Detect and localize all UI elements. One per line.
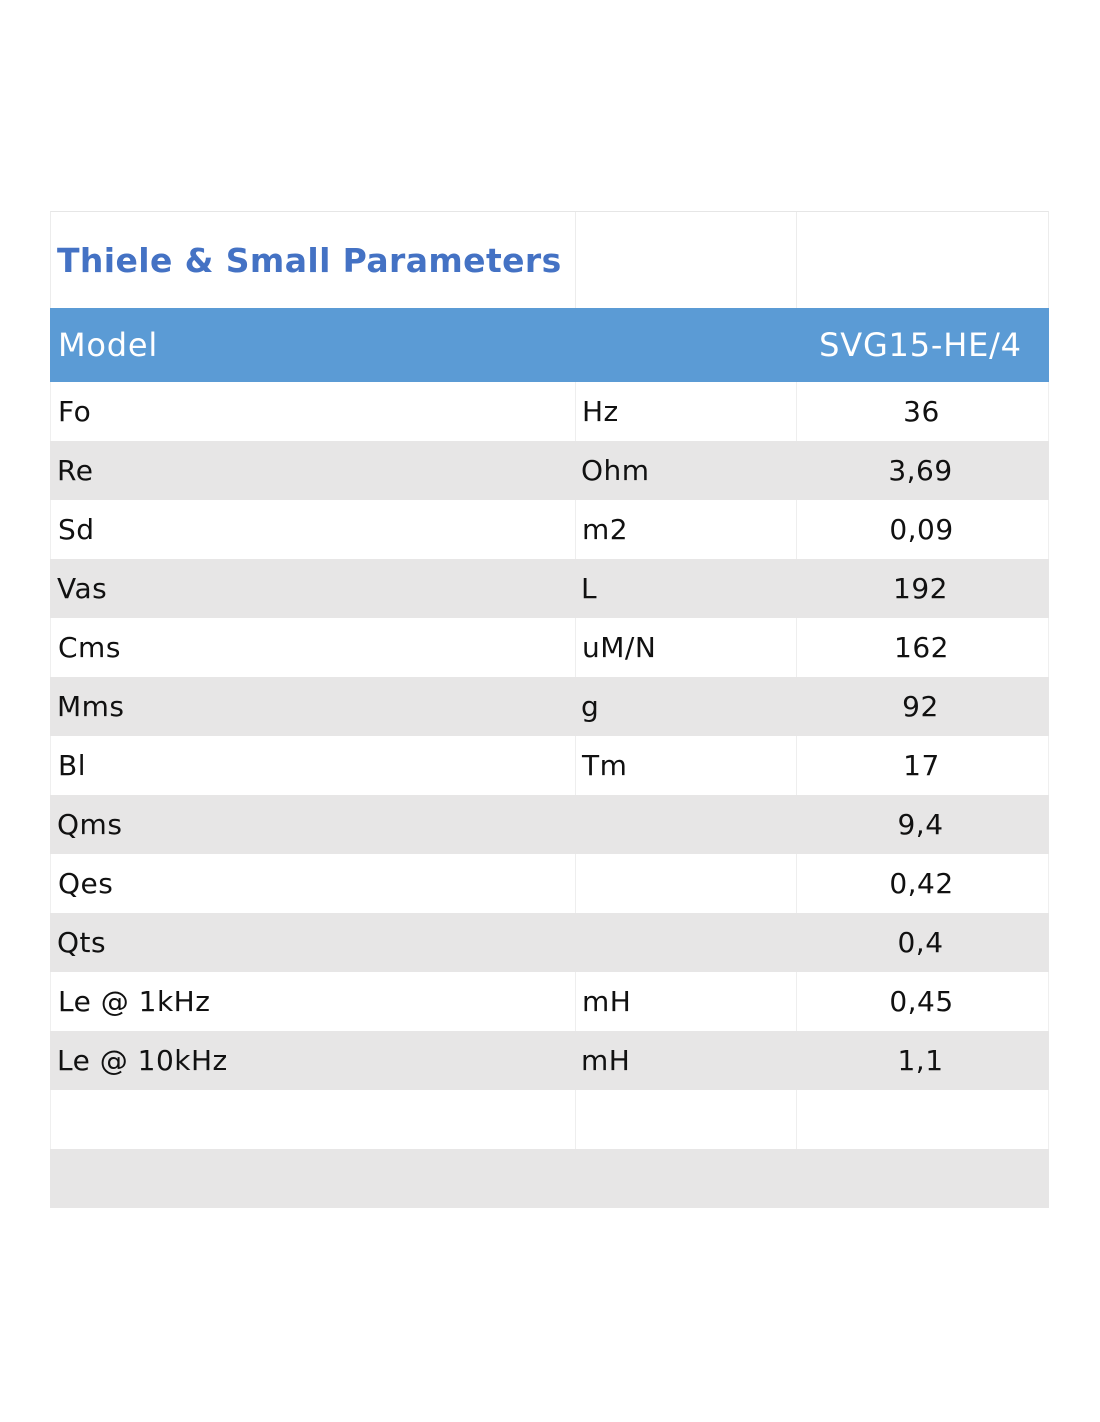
param-value: 1,1	[897, 1044, 944, 1077]
param-value: 36	[903, 395, 940, 428]
table-row	[50, 736, 1049, 795]
header-model-value: SVG15-HE/4	[819, 326, 1022, 364]
empty-row	[50, 1090, 1049, 1149]
table-row	[50, 854, 1049, 913]
param-name: Cms	[51, 618, 576, 677]
empty-cell	[797, 212, 1050, 308]
table-row	[50, 972, 1049, 1031]
empty-cell	[576, 212, 797, 308]
header-label: Model	[58, 326, 159, 364]
param-name: Qms	[57, 808, 123, 841]
param-value: 3,69	[888, 454, 953, 487]
param-name: Sd	[51, 500, 576, 559]
param-name: Le @ 10kHz	[57, 1044, 228, 1077]
param-unit	[575, 913, 796, 972]
param-name: Le @ 1kHz	[51, 972, 576, 1031]
param-unit	[576, 854, 797, 913]
param-name: Qes	[51, 854, 576, 913]
table-row	[50, 382, 1049, 441]
param-value: 0,45	[889, 985, 954, 1018]
param-value: 162	[894, 631, 949, 664]
param-unit: g	[581, 690, 600, 723]
param-value	[797, 1090, 1050, 1149]
table-row	[50, 500, 1049, 559]
param-value: 192	[893, 572, 948, 605]
param-value: 92	[902, 690, 939, 723]
param-unit: uM/N	[576, 618, 797, 677]
param-unit: m2	[576, 500, 797, 559]
param-unit	[575, 795, 796, 854]
param-unit	[576, 1090, 797, 1149]
param-name	[51, 1090, 576, 1149]
param-value: 17	[903, 749, 940, 782]
param-value: 9,4	[897, 808, 944, 841]
param-name: Re	[57, 454, 94, 487]
param-unit: L	[581, 572, 598, 605]
param-unit: Hz	[576, 382, 797, 441]
param-name: Qts	[57, 926, 107, 959]
param-value: 0,09	[889, 513, 954, 546]
param-unit: Tm	[576, 736, 797, 795]
param-unit	[575, 1149, 796, 1208]
table-row	[50, 913, 1049, 972]
param-name	[50, 1149, 575, 1208]
header-unit	[575, 308, 796, 382]
param-name: Vas	[57, 572, 108, 605]
param-name: Bl	[51, 736, 576, 795]
param-name: Mms	[57, 690, 125, 723]
table-row	[50, 559, 1049, 618]
param-value: 0,4	[897, 926, 944, 959]
table-row	[50, 1031, 1049, 1090]
param-name: Fo	[51, 382, 576, 441]
param-unit: Ohm	[581, 454, 650, 487]
empty-row	[50, 1149, 1049, 1208]
param-unit: mH	[576, 972, 797, 1031]
table-row	[50, 795, 1049, 854]
table-row	[50, 441, 1049, 500]
table-row	[50, 677, 1049, 736]
parameters-table	[50, 211, 1049, 1208]
param-unit: mH	[581, 1044, 631, 1077]
table-title: Thiele & Small Parameters	[51, 212, 576, 308]
header-row	[50, 308, 1049, 382]
table-row	[50, 618, 1049, 677]
title-row	[50, 211, 1049, 308]
param-value	[796, 1149, 1049, 1208]
param-value: 0,42	[889, 867, 954, 900]
